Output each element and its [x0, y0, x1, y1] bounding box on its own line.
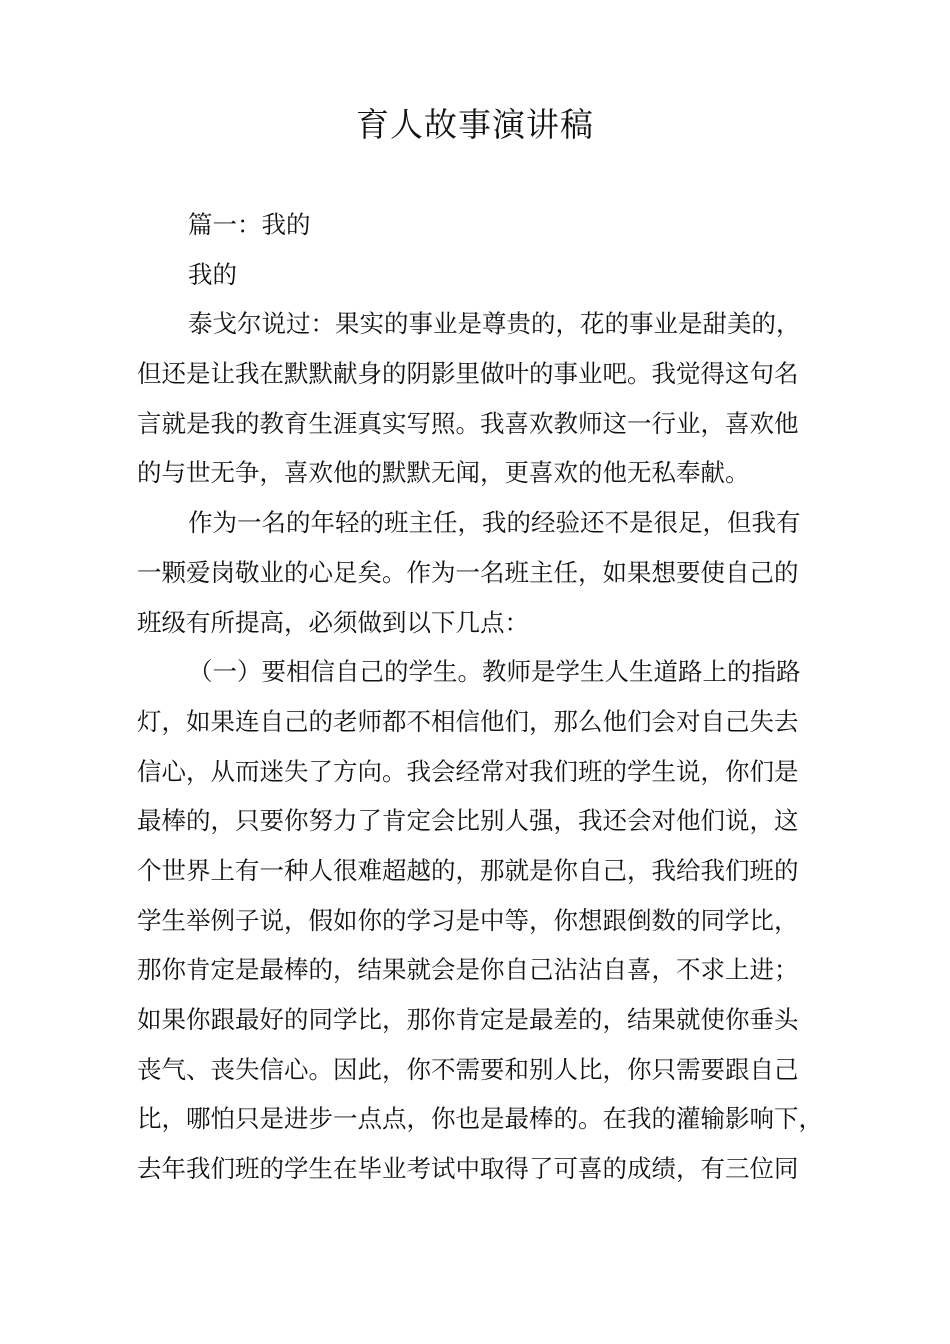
text-line: 个世界上有一种人很难超越的，那就是你自己，我给我们班的	[137, 855, 799, 885]
text-line: 但还是让我在默默献身的阴影里做叶的事业吧。我觉得这句名	[137, 359, 799, 389]
text-line: （一）要相信自己的学生。教师是学生人生道路上的指路	[188, 657, 801, 687]
text-line: 泰戈尔说过：果实的事业是尊贵的，花的事业是甜美的，	[188, 309, 801, 339]
text-line: 言就是我的教育生涯真实写照。我喜欢教师这一行业，喜欢他	[137, 408, 799, 438]
text-line: 比，哪怕只是进步一点点，你也是最棒的。在我的灌输影响下，	[137, 1104, 823, 1134]
text-line: 篇一：我的	[188, 210, 311, 239]
text-line: 最棒的，只要你努力了肯定会比别人强，我还会对他们说，这	[137, 806, 799, 836]
text-line: 我的	[188, 259, 237, 289]
text-line: 学生举例子说，假如你的学习是中等，你想跟倒数的同学比，	[137, 905, 799, 935]
text-line: 一颗爱岗敬业的心足矣。作为一名班主任，如果想要使自己的	[137, 557, 799, 587]
text-line: 班级有所提高，必须做到以下几点：	[137, 607, 529, 637]
text-line: 的与世无争，喜欢他的默默无闻，更喜欢的他无私奉献。	[137, 458, 750, 488]
text-line: 丧气、丧失信心。因此，你不需要和别人比，你只需要跟自己	[137, 1054, 799, 1084]
text-line: 作为一名的年轻的班主任，我的经验还不是很足，但我有	[188, 508, 801, 538]
document-title: 育人故事演讲稿	[356, 105, 594, 144]
document-body	[137, 200, 837, 1194]
text-line: 灯，如果连自己的老师都不相信他们，那么他们会对自己失去	[137, 706, 799, 736]
text-line: 如果你跟最好的同学比，那你肯定是最差的，结果就使你垂头	[137, 1005, 799, 1034]
text-line: 去年我们班的学生在毕业考试中取得了可喜的成绩，有三位同	[137, 1154, 799, 1184]
text-line: 信心，从而迷失了方向。我会经常对我们班的学生说，你们是	[137, 756, 799, 786]
text-line: 那你肯定是最棒的，结果就会是你自己沾沾自喜，不求上进；	[137, 955, 799, 985]
